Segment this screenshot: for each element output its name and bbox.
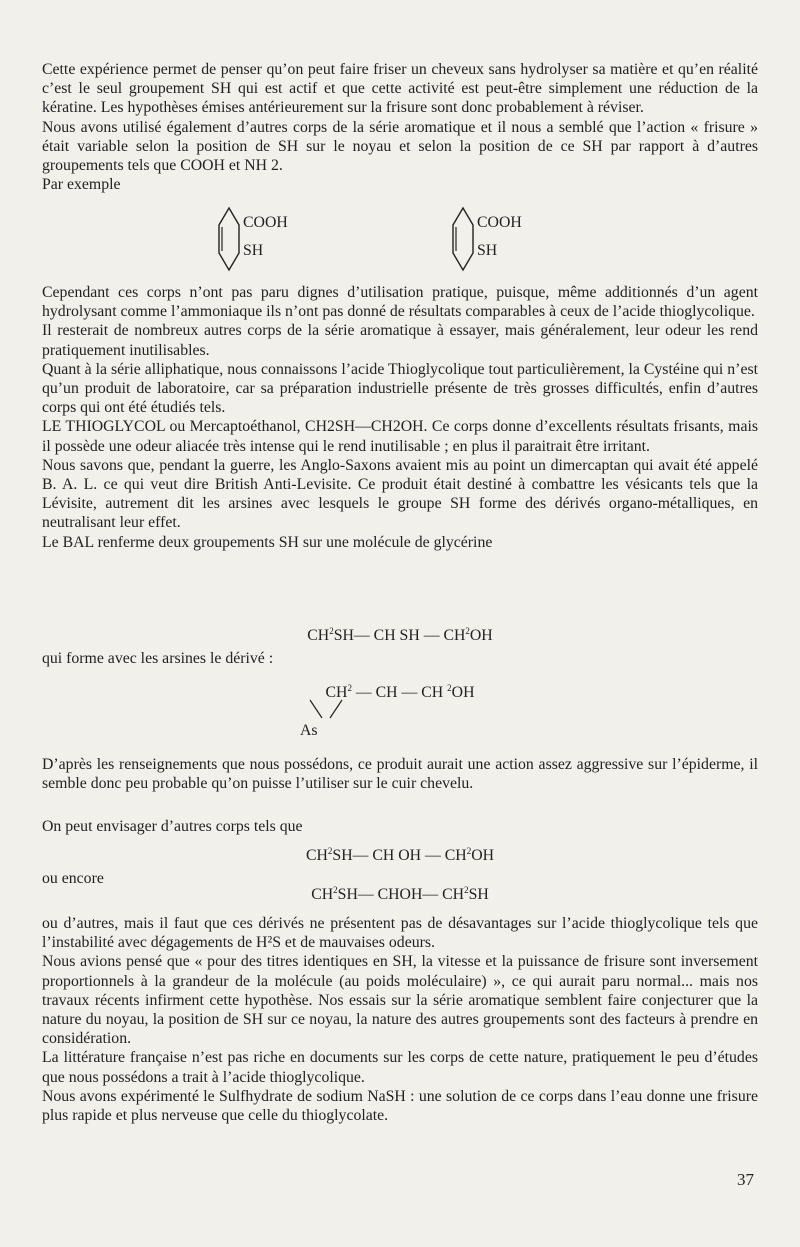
arsenic-bond-lines bbox=[306, 698, 346, 722]
molecule-group-top: COOH bbox=[477, 214, 522, 231]
arsenic-label: As bbox=[300, 722, 318, 739]
page-number: 37 bbox=[737, 1170, 754, 1189]
paragraph: Nous savons que, pendant la guerre, les Anglo-Saxons avaient mis au point un dimercaptan qui avait été appelé B. A. L. ce qui veut dire British Anti-Levisite. Ce produit était destiné à combattre les vésicants tels que la Lévisite, autrement dit les arsines avec lesquels le groupe SH forme des dérivés organo-métalliques, en neutralisant leur effet. bbox=[42, 456, 758, 532]
molecule-group-top: COOH bbox=[243, 214, 288, 231]
paragraph: Cette expérience permet de penser qu’on peut faire friser un cheveux sans hydrolyser sa matière et qu’en réalité c’est le seul groupement SH qui est actif et que cette activité est peut-être simplement une réduction de la kératine. Les hypothèses émises antérieurement sur la frisure sont donc probablement à réviser. bbox=[42, 61, 758, 117]
alternative-formula-2: $CH^2SH—$ CHOH— $CH^2SH$ bbox=[311, 885, 489, 903]
formula-lead: ou encore bbox=[42, 870, 104, 887]
bal-formula: $CH^2SH—$ CH SH — $CH^2OH$ bbox=[307, 626, 493, 644]
paragraph: Par exemple bbox=[42, 176, 121, 194]
paragraph: Il resterait de nombreux autres corps de la série aromatique à essayer, mais généralement, leur odeur les rend pratiquement inutilisables. bbox=[42, 322, 758, 359]
intro-paragraphs bbox=[42, 60, 758, 194]
paragraph: LE THIOGLYCOL ou Mercaptoéthanol, CH2SH—CH2OH. Ce corps donne d’excellents résultats frisants, mais il possède une odeur aliacée très intense qui le rend inutilisable ; en plus il paraitrait être irritant. bbox=[42, 418, 758, 455]
arsine-derivative-formula: $CH^2$ — CH — CH $^2$OH bbox=[325, 683, 475, 701]
paragraph: On peut envisager d’autres corps tels que bbox=[42, 818, 303, 835]
paragraph: D’après les renseignements que nous possédons, ce produit aurait une action assez aggressive sur l’épiderme, il semble donc peu probable qu’on puisse l’utiliser sur le cuir chevelu. bbox=[42, 756, 758, 793]
middle-paragraphs bbox=[42, 283, 758, 552]
molecule-group-bottom: SH bbox=[477, 242, 498, 259]
paragraph: ou d’autres, mais il faut que ces dérivés ne présentent pas de désavantages sur l’acide thioglycolique tels que l’instabilité avec dégagements de H²S et de mauvaises odeurs. bbox=[42, 915, 758, 952]
paragraph: Cependant ces corps n’ont pas paru dignes d’utilisation pratique, puisque, même additionnés d’un agent hydrolysant comme l’ammoniaque ils n’ont pas donné de résultats comparables à ceux de l’acide thioglycolique. bbox=[42, 284, 758, 321]
paragraph: La littérature française n’est pas riche en documents sur les corps de cette nature, pratiquement le peu d’études que nous possédons a trait à l’acide thioglycolique. bbox=[42, 1049, 758, 1086]
alternative-formula-1: $CH^2SH—$ CH OH — $CH^2OH$ bbox=[305, 846, 495, 864]
paragraph: Quant à la série alliphatique, nous connaissons l’acide Thioglycolique tout particulièrement, la Cystéine qui n’est qu’un produit de laboratoire, car sa préparation industrielle présente de très grosses difficultés, enfin d’autres corps qui ont été étudiés tels. bbox=[42, 360, 758, 417]
closing-paragraphs bbox=[42, 914, 758, 1125]
formula-lead: qui forme avec les arsines le dérivé : bbox=[42, 650, 274, 667]
benzene-ring-icon bbox=[216, 205, 242, 273]
molecule-group-bottom: SH bbox=[243, 242, 264, 259]
paragraph: Nous avions pensé que « pour des titres identiques en SH, la vitesse et la puissance de frisure sont inversement proportionnels à la grandeur de la molécule (au poids moléculaire) », ce qui aurait paru normal... mais nos travaux récents infirment cette hypothèse. Nos essais sur la série aromatique semblent faire conjecturer que la nature du noyau, la position de SH sur ce noyau, la nature des autres groupements sont des facteurs à prendre en considération. bbox=[42, 953, 758, 1048]
paragraph: Nous avons expérimenté le Sulfhydrate de sodium NaSH : une solution de ce corps dans l’eau donne une frisure plus rapide et plus nerveuse que celle du thioglycolate. bbox=[42, 1087, 758, 1125]
paragraph: Nous avons utilisé également d’autres corps de la série aromatique et il nous a semblé que l’action « frisure » était variable selon la position de SH sur le noyau et selon la position de ce SH par rapport à d’autres groupements tels que COOH et NH 2. bbox=[42, 118, 758, 175]
paragraph: Le BAL renferme deux groupements SH sur une molécule de glycérine bbox=[42, 533, 493, 551]
molecule-examples bbox=[0, 205, 800, 275]
benzene-ring-icon bbox=[450, 205, 476, 273]
